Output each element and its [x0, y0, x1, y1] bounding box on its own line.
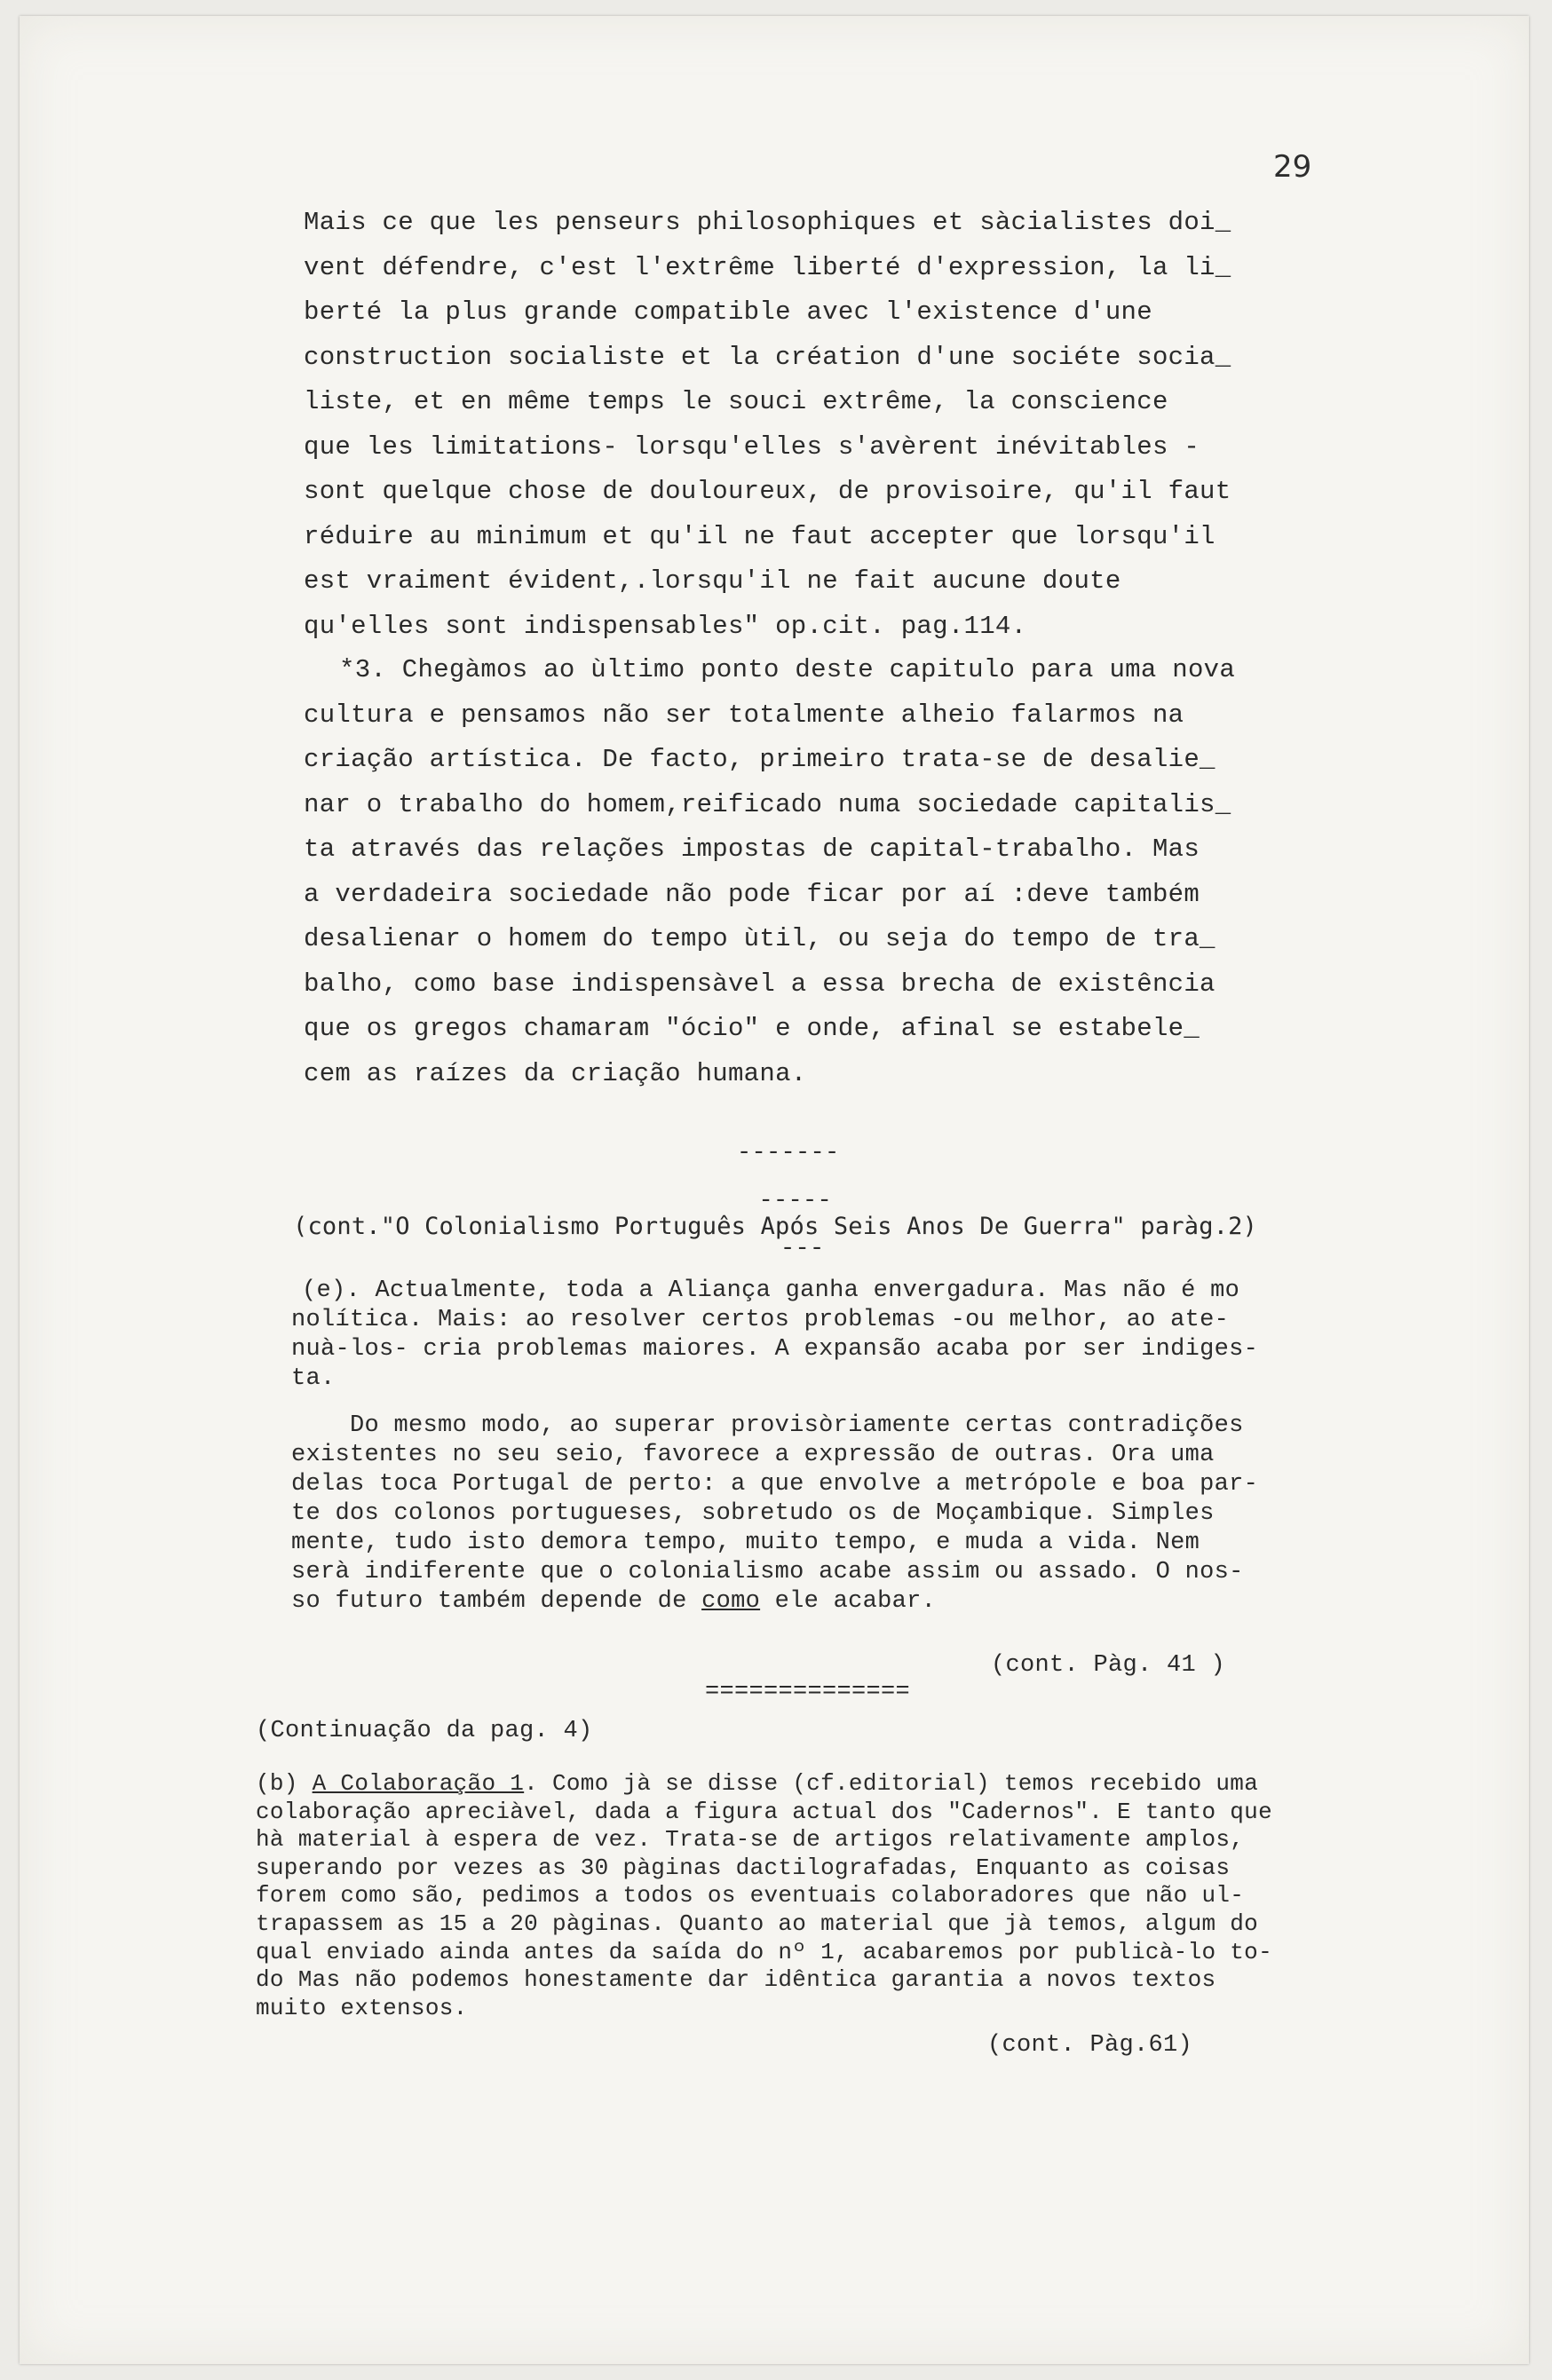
- separator-line: -----: [758, 1188, 833, 1214]
- text-line: [256, 1770, 1272, 1799]
- text-line: réduire au minimum et qu'il ne faut accepter que lorsqu'il: [304, 521, 1215, 551]
- text-line: ta.: [291, 1365, 336, 1392]
- text-line: desalienar o homem do tempo ùtil, ou seja do tempo de tra_: [304, 924, 1215, 953]
- separator-equals: ==============: [705, 1679, 911, 1705]
- text-line: qual enviado ainda antes da saída do nº 1, acabaremos por publicà-lo to-: [256, 1938, 1272, 1965]
- text-fragment: (b): [256, 1770, 313, 1797]
- text-line: forem como são, pedimos a todos os eventuais colaboradores que não ul-: [256, 1882, 1245, 1910]
- text-line: do Mas não podemos honestamente dar idêntica garantia a novos textos: [256, 1966, 1216, 1994]
- underlined-heading: A Colaboração 1: [312, 1770, 525, 1797]
- text-line: trapassem as 15 a 20 pàginas. Quanto ao material que jà temos, algum do: [256, 1910, 1259, 1937]
- text-line: qu'elles sont indispensables" op.cit. pag.114.: [304, 611, 1027, 641]
- text-fragment: ele acabar.: [760, 1588, 937, 1615]
- text-line: balho, como base indispensàvel a essa brecha de existência: [304, 969, 1215, 999]
- text-line: Mais ce que les penseurs philosophiques et sàcialistes doi_: [304, 208, 1231, 237]
- continuation-ref-41: (cont. Pàg. 41 ): [991, 1652, 1226, 1679]
- section-continued-title: (cont."O Colonialismo Português Após Seis Anos De Guerra" paràg.2): [293, 1213, 1258, 1240]
- text-line: que les limitations- lorsqu'elles s'avèrent inévitables -: [304, 431, 1200, 462]
- continuation-ref-61: (cont. Pàg.61): [987, 2032, 1193, 2059]
- text-line: nolítica. Mais: ao resolver certos problemas -ou melhor, ao ate-: [291, 1307, 1230, 1333]
- paragraph-b: [256, 1770, 1272, 2022]
- text-line: muito extensos.: [256, 1994, 468, 2021]
- french-quote: [304, 201, 1231, 649]
- text-line: criação artística. De facto, primeiro trata-se de desalie_: [304, 745, 1215, 774]
- text-line: (e). Actualmente, toda a Aliança ganha envergadura. Mas não é mo: [302, 1277, 1240, 1304]
- paragraph-e: [291, 1277, 1258, 1394]
- text-line: hà material à espera de vez. Trata-se de artigos relativamente amplos,: [256, 1826, 1245, 1854]
- text-line: Do mesmo modo, ao superar provisòriamente certas contradições: [291, 1412, 1244, 1439]
- text-fragment: . Como jà se disse (cf.editorial) temos recebido uma: [524, 1770, 1259, 1797]
- underlined-word: como: [701, 1588, 761, 1615]
- text-line: nar o trabalho do homem,reificado numa sociedade capitalis_: [304, 789, 1231, 819]
- text-line: superando por vezes as 30 pàginas dactilografadas, Enquanto as coisas: [256, 1854, 1231, 1881]
- text-line: cultura e pensamos não ser totalmente alheio falarmos na: [304, 700, 1184, 730]
- separator-line: -------: [737, 1140, 840, 1166]
- text-line: serà indiferente que o colonialismo acabe assim ou assado. O nos-: [291, 1559, 1244, 1585]
- text-line: cem as raízes da criação humana.: [304, 1058, 807, 1088]
- separator-dashes: [737, 1113, 840, 1289]
- paragraph-mesmo-modo: [291, 1411, 1258, 1617]
- text-line: mente, tudo isto demora tempo, muito tempo, e muda a vida. Nem: [291, 1530, 1200, 1556]
- text-line: que os gregos chamaram "ócio" e onde, afinal se estabele_: [304, 1014, 1200, 1043]
- text-line: liste, et en même temps le souci extrême, la conscience: [304, 387, 1168, 416]
- text-fragment: so futuro também depende de: [291, 1588, 702, 1615]
- text-line: sont quelque chose de douloureux, de provisoire, qu'il faut: [304, 477, 1231, 506]
- separator-line: ---: [780, 1236, 825, 1262]
- text-line: colaboração apreciàvel, dada a figura actual dos "Cadernos". E tanto que: [256, 1798, 1272, 1825]
- text-line: nuà-los- cria problemas maiores. A expansão acaba por ser indiges-: [291, 1336, 1259, 1363]
- text-line: vent défendre, c'est l'extrême liberté d'expression, la li_: [304, 252, 1231, 282]
- text-line: ta através das relações impostas de capital-trabalho. Mas: [304, 834, 1200, 864]
- text-line: [291, 1587, 1258, 1617]
- text-line: berté la plus grande compatible avec l'existence d'une: [304, 297, 1152, 327]
- text-line: te dos colonos portugueses, sobretudo os de Moçambique. Simples: [291, 1500, 1215, 1527]
- text-line: est vraiment évident,.lorsqu'il ne fait aucune doute: [304, 566, 1121, 596]
- continuation-header: (Continuação da pag. 4): [256, 1718, 593, 1744]
- document-page: [20, 16, 1529, 2364]
- footnote-3: [304, 648, 1235, 1096]
- text-line: delas toca Portugal de perto: a que envolve a metrópole e boa par-: [291, 1471, 1259, 1498]
- text-line: *3. Chegàmos ao ùltimo ponto deste capitulo para uma nova: [339, 655, 1236, 684]
- page-number: 29: [1273, 149, 1312, 185]
- text-line: a verdadeira sociedade não pode ficar por aí :deve também: [304, 879, 1200, 909]
- text-line: construction socialiste et la création d'une sociéte socia_: [304, 342, 1231, 372]
- text-line: existentes no seu seio, favorece a expressão de outras. Ora uma: [291, 1442, 1215, 1468]
